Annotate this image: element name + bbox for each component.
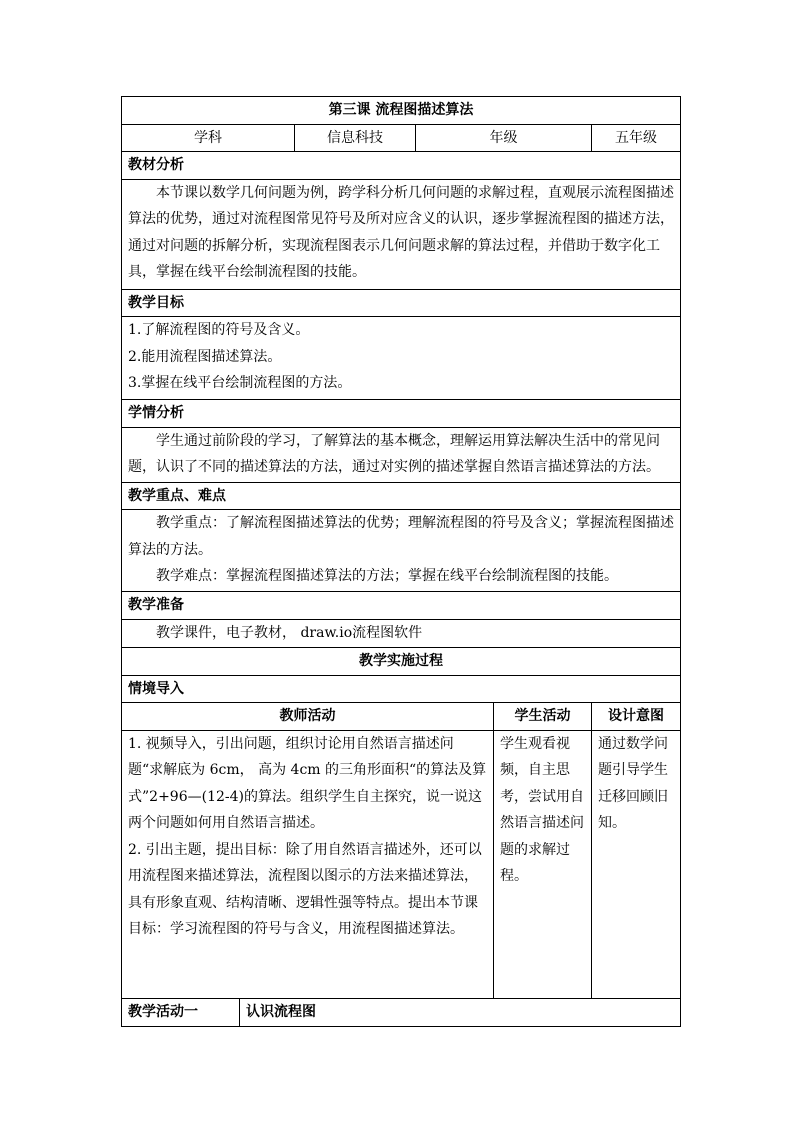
design-intent-text: 通过数学问题引导学生迁移回顾旧知。: [598, 735, 668, 831]
objective-item: 3.掌握在线平台绘制流程图的方法。: [128, 375, 352, 391]
intro-heading: 情境导入: [122, 675, 681, 703]
activity-one-row: [122, 998, 681, 1026]
intro-activity-row: [122, 730, 681, 998]
lesson-plan-table: [121, 96, 681, 1027]
teaching-focus-text: 教学重点：了解流程图描述算法的优势；理解流程图的符号及含义；掌握流程图描述算法的方法。: [128, 515, 674, 558]
student-activity-text: 学生观看视频，自主思考，尝试用自然语言描述问题的求解过程。: [500, 735, 584, 884]
process-heading: 教学实施过程: [122, 647, 681, 675]
intro-column-headers: [122, 703, 681, 731]
teacher-activity-cell: [122, 730, 494, 998]
teaching-difficulty-text: 教学难点：掌握流程图描述算法的方法；掌握在线平台绘制流程图的技能。: [156, 568, 618, 584]
grade-value: 五年级: [592, 124, 681, 152]
objective-item: 2.能用流程图描述算法。: [128, 348, 282, 365]
activity-one-label: 教学活动一: [122, 998, 240, 1026]
design-intent-header: 设计意图: [592, 703, 681, 731]
lesson-plan-page: [121, 96, 680, 1027]
learner-analysis-heading: 学情分析: [122, 400, 681, 428]
lesson-title: 第三课 流程图描述算法: [122, 97, 681, 125]
material-analysis-cell: [122, 179, 681, 289]
teacher-activity-step-2: 2. 引出主题，提出目标：除了用自然语言描述外，还可以用流程图来描述算法，流程图以图示的方法来描述算法，具有形象直观、结构清晰、逻辑性强等特点。提出本节课目标：学习流程图的符号与含义，用流程图描述算法。: [128, 841, 482, 937]
student-activity-header: 学生活动: [494, 703, 592, 731]
student-activity-cell: [494, 730, 592, 998]
material-analysis-heading: 教材分析: [122, 152, 681, 180]
material-analysis-text: 本节课以数学几何问题为例，跨学科分析几何问题的求解过程，直观展示流程图描述算法的优势，通过对流程图常见符号及所对应含义的认识，逐步掌握流程图的描述方法，通过对问题的拆解分析，实现流程图表示几何问题求解的算法过程，并借助于数字化工具，掌握在线平台绘制流程图的技能。: [128, 184, 674, 280]
learner-analysis-cell: [122, 427, 681, 482]
objectives-cell: [122, 317, 681, 400]
subject-value: 信息科技: [295, 124, 416, 152]
activity-one-title: 认识流程图: [240, 998, 681, 1026]
teacher-activity-header: 教师活动: [122, 703, 494, 731]
objectives-heading: 教学目标: [122, 289, 681, 317]
subject-label: 学科: [122, 124, 295, 152]
grade-label: 年级: [416, 124, 592, 152]
learner-analysis-text: 学生通过前阶段的学习，了解算法的基本概念，理解运用算法解决生活中的常见问题，认识了不同的描述算法的方法，通过对实例的描述掌握自然语言描述算法的方法。: [128, 432, 660, 475]
teacher-activity-step-1: 1. 视频导入，引出问题，组织讨论用自然语言描述问题“求解底为 6cm， 高为 4cm 的三角形面积“的算法及算式”2+96—(12-4)的算法。组织学生自主探究，说一说这两个问题如何用自然语言描述。: [128, 735, 487, 831]
objective-item: 1.了解流程图的符号及含义。: [128, 322, 310, 338]
key-points-heading: 教学重点、难点: [122, 482, 681, 510]
design-intent-cell: [592, 730, 681, 998]
preparation-cell: [122, 619, 681, 647]
key-points-cell: [122, 510, 681, 592]
preparation-heading: 教学准备: [122, 592, 681, 620]
preparation-text: 教学课件，电子教材， draw.io流程图软件: [156, 624, 423, 641]
lesson-info-row: [122, 124, 681, 152]
